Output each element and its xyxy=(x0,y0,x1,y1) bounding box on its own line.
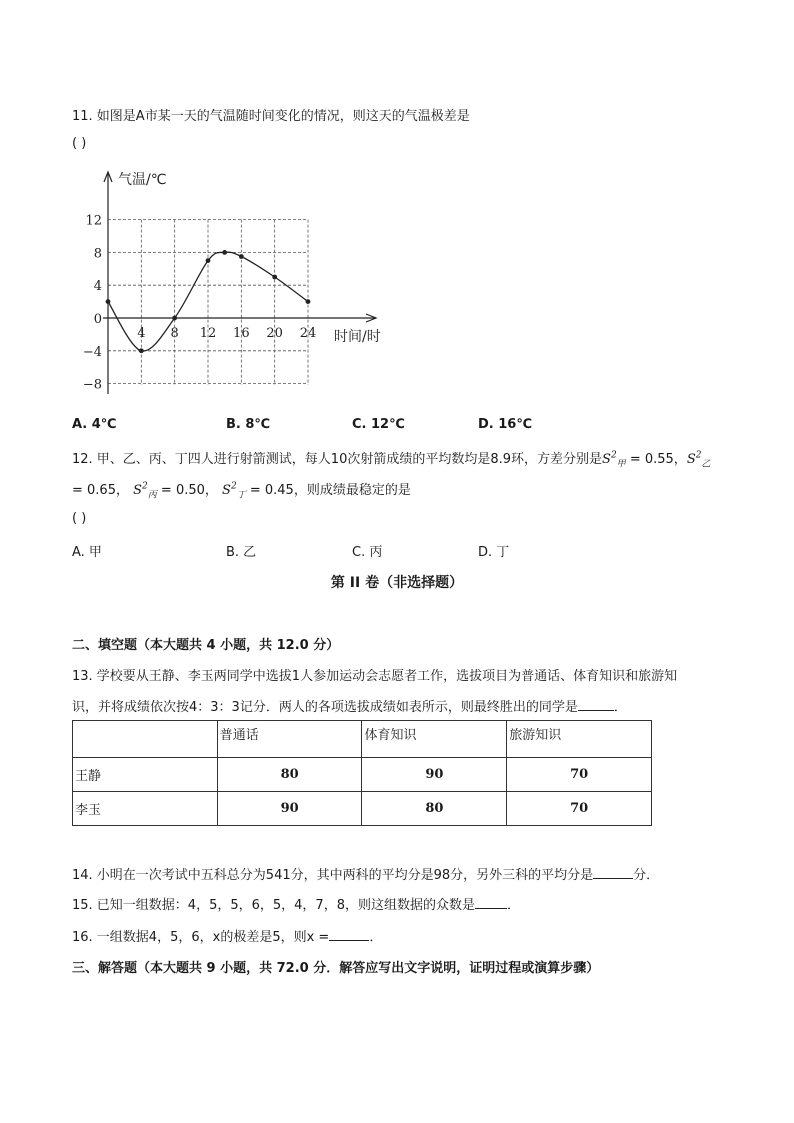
q13-answer-blank[interactable] xyxy=(578,698,614,711)
y-tick-label: −8 xyxy=(82,377,102,393)
section3-title: 三、解答题（本大题共 9 小题，共 72.0 分．解答应写出文字说明，证明过程或演算步骤） xyxy=(72,961,600,976)
variance-symbol-jia: $S^2_甲$ xyxy=(602,450,626,470)
q12-option-d: D. 丁 xyxy=(478,545,510,560)
q12-variance-jia: = 0.55， xyxy=(629,452,687,467)
table-cell: 80 xyxy=(217,758,362,792)
table-cell-name: 李玉 xyxy=(73,792,218,826)
q12-variance-yi: = 0.65， xyxy=(72,483,129,498)
q11-option-a: A. 4℃ xyxy=(72,417,117,432)
x-tick-label: 8 xyxy=(170,326,179,341)
data-point xyxy=(206,258,211,263)
q11-text: 11. 如图是A市某一天的气温随时间变化的情况，则这天的气温极差是 xyxy=(72,109,470,124)
part2-title: 第 II 卷（非选择题） xyxy=(330,575,464,591)
x-tick-label: 12 xyxy=(199,326,217,341)
y-tick-label: 12 xyxy=(85,213,102,229)
q15: 15. 已知一组数据：4，5，5，6，5，4，7，8，则这组数据的众数是 ． xyxy=(72,898,520,913)
table-row xyxy=(73,792,652,826)
x-tick-label: 20 xyxy=(266,326,283,341)
q11-option-c: C. 12℃ xyxy=(352,417,405,432)
q12-option-b: B. 乙 xyxy=(226,545,257,560)
table-header-cell: 旅游知识 xyxy=(507,721,652,758)
table-header-cell xyxy=(73,721,218,758)
q12-variance-ding: = 0.45，则成绩最稳定的是 xyxy=(249,483,411,498)
q12-option-c: C. 丙 xyxy=(352,545,383,560)
q13-line1: 13. 学校要从王静、李玉两同学中选拔1人参加运动会志愿者工作，选拔项目为普通话、体育知识和旅游知 xyxy=(72,669,678,684)
q13-score-table xyxy=(72,720,652,826)
data-point xyxy=(239,254,244,259)
variance-symbol-bing: $S^2_丙$ xyxy=(133,481,157,501)
q12-line1 xyxy=(72,448,710,470)
q13-line2: 识，并将成绩依次按4：3：3记分．两人的各项选拔成绩如表所示，则最终胜出的同学是 ． xyxy=(72,700,627,715)
table-cell-name: 王静 xyxy=(73,758,218,792)
section2-title: 二、填空题（本大题共 4 小题，共 12.0 分） xyxy=(72,638,340,653)
q12-answer-paren: ( ) xyxy=(72,511,87,526)
q11-option-d: D. 16℃ xyxy=(478,417,533,432)
y-tick-label: 4 xyxy=(93,279,102,295)
q11-option-b: B. 8℃ xyxy=(226,417,271,432)
x-tick-label: 4 xyxy=(137,326,146,341)
variance-symbol-yi: $S^2_乙$ xyxy=(686,450,711,470)
q14-answer-blank[interactable] xyxy=(593,866,633,879)
data-point xyxy=(222,250,227,255)
q16: 16. 一组数据4，5，6，x的极差是5，则x = ． xyxy=(72,930,383,945)
data-point xyxy=(306,299,311,304)
q11-answer-paren: ( ) xyxy=(72,136,87,151)
table-cell: 90 xyxy=(362,758,507,792)
q12-line2 xyxy=(72,479,411,501)
data-point xyxy=(106,299,111,304)
table-header-row xyxy=(73,721,652,758)
table-header-cell: 普通话 xyxy=(217,721,362,758)
q12-text-a: 12. 甲、乙、丙、丁四人进行射箭测试，每人10次射箭成绩的平均数均是8.9环，方差分别是 xyxy=(72,452,603,467)
q12-option-a: A. 甲 xyxy=(72,545,102,560)
x-tick-label: 24 xyxy=(299,326,317,341)
y-tick-label: −4 xyxy=(82,344,102,360)
temperature-line-chart xyxy=(82,166,416,406)
table-cell: 80 xyxy=(362,792,507,826)
table-cell: 70 xyxy=(507,758,652,792)
y-axis-label: 气温/℃ xyxy=(118,172,167,188)
data-point xyxy=(272,275,277,280)
y-tick-label: 0 xyxy=(93,312,102,327)
x-tick-label: 16 xyxy=(233,326,250,341)
table-cell: 90 xyxy=(217,792,362,826)
q15-answer-blank[interactable] xyxy=(475,896,507,909)
y-tick-label: 8 xyxy=(93,246,102,262)
x-axis-label: 时间/时 xyxy=(334,329,381,345)
table-row xyxy=(73,758,652,792)
data-point xyxy=(172,316,177,321)
table-header-cell: 体育知识 xyxy=(362,721,507,758)
q12-variance-bing: = 0.50， xyxy=(160,483,218,498)
q16-answer-blank[interactable] xyxy=(329,928,369,941)
q14: 14. 小明在一次考试中五科总分为541分，其中两科的平均分是98分，另外三科的平均分是 分． xyxy=(72,868,660,883)
variance-symbol-ding: $S^2_丁$ xyxy=(222,481,246,501)
table-cell: 70 xyxy=(507,792,652,826)
data-point xyxy=(139,348,144,353)
